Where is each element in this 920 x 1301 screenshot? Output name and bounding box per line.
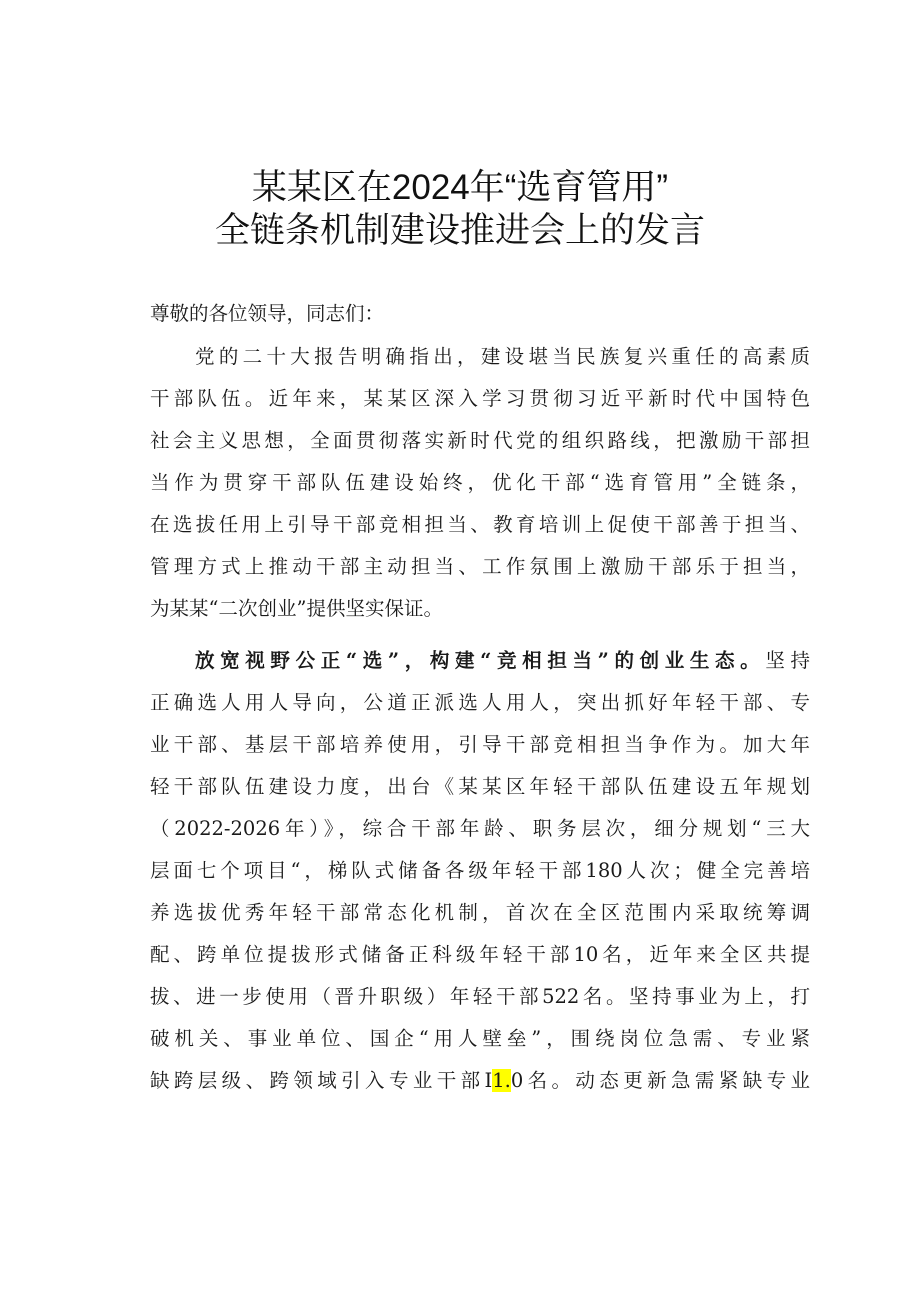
para2-first-line-rest: 坚持: [765, 649, 810, 672]
title-line-1: 某某区在2024年“选育管用”: [251, 168, 669, 207]
para1-line: 社会主义思想，全面贯彻落实新时代党的组织路线，把激励干部担: [150, 429, 810, 452]
para1-line: 当作为贯穿干部队伍建设始终，优化干部“选育管用”全链条，: [150, 471, 810, 494]
para2-line: 业干部、基层干部培养使用，引导干部竞相担当争作为。加大年: [150, 733, 810, 756]
para2-line: 配、跨单位提拔形式储备正科级年轻干部10名，近年来全区共提: [150, 943, 810, 966]
para1-line: 管理方式上推动干部主动担当、工作氛围上激励干部乐于担当，: [150, 555, 810, 578]
para1-line: 党的二十大报告明确指出，建设堪当民族复兴重任的高素质: [195, 345, 810, 368]
para2-line: 破机关、事业单位、国企“用人壁垒”，围绕岗位急需、专业紧: [150, 1027, 810, 1050]
para2-last-before: 缺跨层级、跨领域引入专业干部I: [150, 1069, 493, 1092]
para2-line: （2022-2026年）》，综合干部年龄、职务层次，细分规划“三大: [150, 817, 810, 840]
para2-line: 拔、进一步使用（晋升职级）年轻干部522名。坚持事业为上，打: [150, 985, 810, 1008]
para2-line: 养选拔优秀年轻干部常态化机制，首次在全区范围内采取统筹调: [150, 901, 810, 924]
para2-last-after: 0名。动态更新急需紧缺专业: [510, 1069, 810, 1092]
para1-line: 为某某“二次创业”提供坚实保证。: [150, 597, 443, 620]
para2-line: 层面七个项目“，梯队式储备各级年轻干部180人次；健全完善培: [150, 859, 810, 882]
para1-line: 在选拔任用上引导干部竞相担当、教育培训上促使干部善于担当、: [150, 513, 810, 536]
para2-line: 轻干部队伍建设力度，出台《某某区年轻干部队伍建设五年规划: [150, 775, 810, 798]
para2-last-line: [150, 1069, 810, 1093]
para2-first-line: [195, 649, 810, 673]
para2-line: 正确选人用人导向，公道正派选人用人，突出抓好年轻干部、专: [150, 691, 810, 714]
salutation: 尊敬的各位领导，同志们：: [150, 302, 385, 325]
highlighted-text: 1.: [492, 1069, 511, 1092]
title-line-2: 全链条机制建设推进会上的发言: [214, 211, 705, 250]
para1-line: 干部队伍。近年来，某某区深入学习贯彻习近平新时代中国特色: [150, 387, 810, 410]
para2-heading: 放宽视野公正“选”，构建“竞相担当”的创业生态。: [195, 649, 766, 672]
